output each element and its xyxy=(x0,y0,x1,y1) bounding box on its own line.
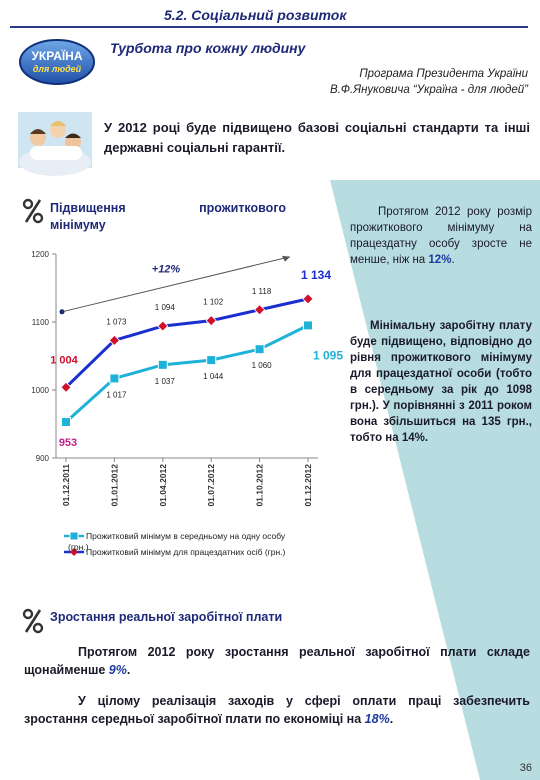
data-label: 1 004 xyxy=(50,354,78,367)
data-label: 1 060 xyxy=(251,361,272,371)
right-paragraph-1 xyxy=(350,204,532,268)
legend-label: Прожитковий мінімум для працездатних осіб (грн.) xyxy=(86,547,286,557)
series-point xyxy=(158,360,167,369)
chart-legend xyxy=(64,531,286,557)
section1-title-line2: мінімуму xyxy=(50,218,106,232)
data-label: 1 095 xyxy=(312,348,344,363)
data-label: 953 xyxy=(58,436,78,449)
section2-p2-text: У цілому реалізація заходів у сфері оплати праці забезпечить зростання середньої заробітної плати по економіці на xyxy=(24,694,530,726)
legend-label-cont: (грн.) xyxy=(68,542,89,552)
y-tick-label: 1000 xyxy=(31,386,49,395)
data-label: 1 044 xyxy=(203,372,224,382)
percent-icon xyxy=(22,608,44,634)
y-tick-label: 900 xyxy=(35,454,49,463)
right-p1-end: . xyxy=(451,254,455,266)
logo-line1: УКРАЇНА xyxy=(31,49,83,63)
section2-p1-end: . xyxy=(126,663,131,677)
data-label: 1 102 xyxy=(203,297,224,307)
series-point xyxy=(255,345,264,354)
right-p1-percent: 12% xyxy=(428,254,452,266)
chart-marks xyxy=(60,256,314,427)
data-label: 1 073 xyxy=(106,317,127,327)
right-p2-text: Мінімальну заробітну плату буде підвищено, відповідно до рівня прожиткового мінімуму для працездатної особи (тобто в середньому за рік до 1098 грн.). У порівнянні з 2011 роком вона збільшиться на 135 грн., тобто на 14%. xyxy=(350,320,532,444)
x-tick-label: 01.04.2012 xyxy=(157,464,168,507)
subtitle: Турбота про кожну людину xyxy=(110,40,306,56)
program-line1: Програма Президента України xyxy=(359,68,528,80)
section2-p1-percent: 9% xyxy=(108,663,127,677)
section-header xyxy=(10,6,528,28)
series-point xyxy=(110,374,119,383)
page-number: 36 xyxy=(519,762,532,774)
section2-p2-percent: 18% xyxy=(364,712,390,726)
x-tick-label: 01.01.2012 xyxy=(109,464,120,507)
data-label: 1 118 xyxy=(251,286,272,296)
percent-icon xyxy=(22,198,44,224)
growth-annotation: +12% xyxy=(151,263,181,276)
section-title: 5.2. Соціальний розвиток xyxy=(164,7,347,23)
data-label: 1 094 xyxy=(154,303,175,313)
series-point xyxy=(255,305,265,315)
right-paragraph-2 xyxy=(350,318,532,446)
logo-line2: для людей xyxy=(32,64,82,74)
trend-arrow-start xyxy=(60,309,65,314)
series-point xyxy=(206,316,216,326)
series-point xyxy=(303,294,313,304)
subsistence-minimum-chart xyxy=(8,240,344,575)
section2-title: Зростання реальної заробітної плати xyxy=(50,610,283,624)
family-photo xyxy=(18,112,92,168)
x-tick-label: 01.12.2012 xyxy=(303,464,313,507)
series-point xyxy=(304,321,313,330)
series-line xyxy=(66,325,308,422)
section2-paragraph-2 xyxy=(24,692,530,728)
legend-marker xyxy=(70,532,78,540)
x-tick-label: 01.12.2011 xyxy=(61,464,71,507)
data-label: 1 134 xyxy=(300,267,332,282)
data-label: 1 037 xyxy=(154,376,175,386)
x-tick-label: 01.07.2012 xyxy=(206,464,217,507)
legend-label: Прожитковий мінімум в середньому на одну особу xyxy=(86,531,286,541)
data-label: 1 017 xyxy=(106,390,127,400)
section1-title-line1: Підвищення прожиткового xyxy=(50,201,286,215)
ukraine-for-people-logo xyxy=(18,36,96,86)
section2-paragraph-1 xyxy=(24,643,530,679)
section2-p1-text: Протягом 2012 року зростання реальної заробітної плати складе щонайменше xyxy=(24,645,530,677)
series-point xyxy=(62,417,71,426)
x-tick-label: 01.10.2012 xyxy=(254,464,265,507)
intro-text: У 2012 році буде підвищено базові соціальні стандарти та інші державні соціальні гарантії. xyxy=(104,120,530,155)
section2-p2-end: . xyxy=(389,712,394,726)
series-point xyxy=(207,356,216,365)
program-line2: В.Ф.Януковича “Україна - для людей” xyxy=(330,84,528,96)
program-citation xyxy=(258,66,528,98)
y-tick-label: 1200 xyxy=(31,250,49,259)
right-p1-text: Протягом 2012 року розмір прожиткового мінімуму на працездатну особу зросте не менше, ніж на xyxy=(350,206,532,266)
chart-labels xyxy=(50,263,343,449)
y-tick-label: 1100 xyxy=(31,318,49,327)
series-point xyxy=(158,321,168,331)
